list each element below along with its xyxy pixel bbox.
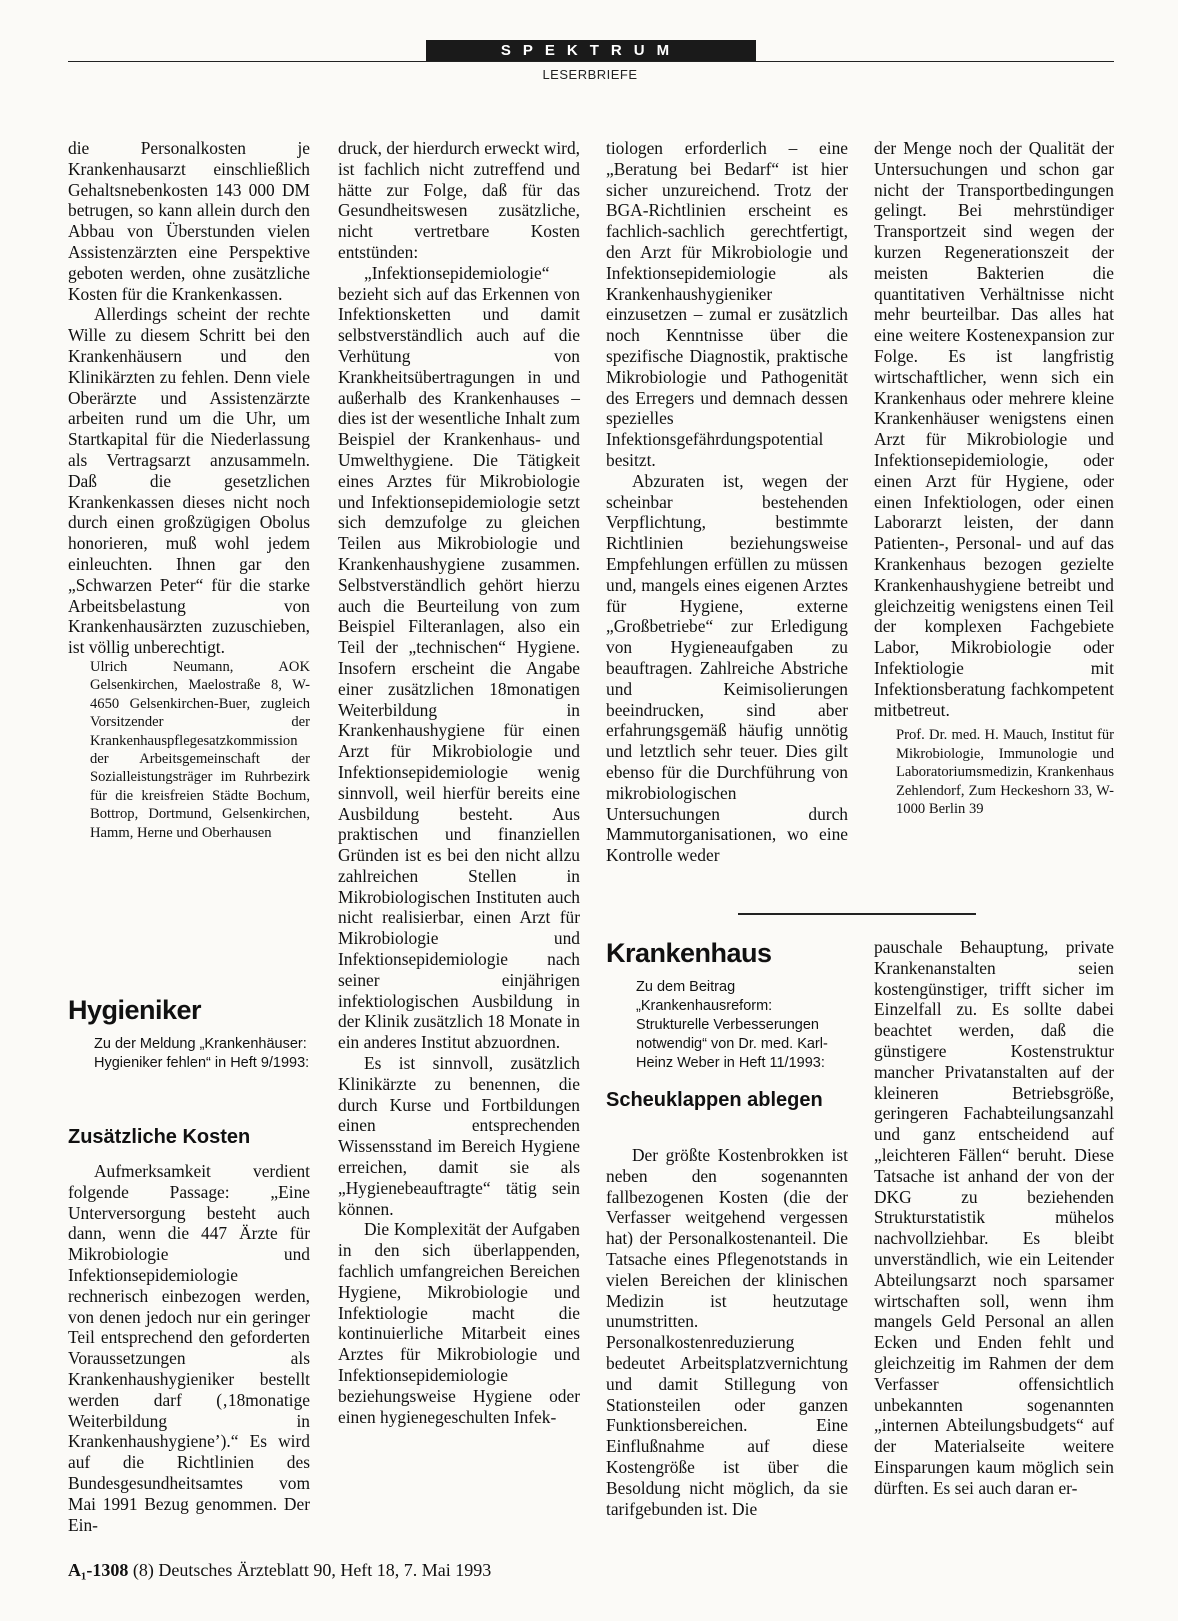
paragraph: die Personalkosten je Krankenhausarzt einschließlich Gehaltsnebenkosten 143 000 DM betrugen, so kann allein durch den Abbau von Überstunden vielen Assistenzärzten eine Perspektive geboten werden, ohne zusätzliche Kosten für die Krankenkassen. bbox=[68, 138, 310, 304]
article-reference: Zu dem Beitrag „Krankenhausreform: Strukturelle Verbesserungen notwendig“ von Dr. med. Karl-Heinz Weber in Heft 11/1993: bbox=[636, 979, 828, 1071]
column-4 bbox=[874, 138, 1114, 818]
paragraph: „Infektionsepidemiologie“ bezieht sich auf das Erkennen von Infektionsketten und damit selbstverständlich auch auf die Verhütung von Krankheitsübertragungen in und außerhalb des Krankenhauses – dies ist der wesentliche Inhalt zum Beispiel der Krankenhaus- und Umwelthygiene. Die Tätigkeit eines Arztes für Mikrobiologie und Infektionsepidemiologie setzt sich demzufolge zu gleichen Teilen aus Mikrobiologie und Krankenhaushygiene zusammen. Selbstverständlich gehört hierzu auch die Beurteilung von zum Beispiel Filteranlagen, also ein Teil der „technischen“ Hygiene. Insofern erscheint die Angabe einer zusätzlichen 18monatigen Weiterbildung in Krankenhaushygiene für einen Arzt für Mikrobiologie und Infektionsepidemiologie wenig sinnvoll, weil hierfür bereits eine Ausbildung besteht. Aus praktischen und finanziellen Gründen ist es bei den nicht allzu zahlreichen Stellen in Mikrobiologischen Instituten auch nicht realisierbar, einen Arzt für Mikrobiologie und Infektionsepidemiologie nach seiner einjährigen infektiologischen Ausbildung in der Klinik zusätzlich 18 Monate in ein anderes Institut abzuordnen. bbox=[338, 262, 580, 1053]
article-heading-hygieniker: Hygieniker bbox=[68, 995, 202, 1025]
letter-signature: Ulrich Neumann, AOK Gelsenkirchen, Maelostraße 8, W-4650 Gelsenkirchen-Buer, zugleich Vorsitzender der Krankenhauspflegesatzkommission der Arbeitsgemeinschaft der Sozialleistungsträger im Ruhrbezirk für die kreisfreien Städte Bochum, Bottrop, Dortmund, Gelsenkirchen, Hamm, Herne und Oberhausen bbox=[90, 658, 310, 841]
paragraph: Allerdings scheint der rechte Wille zu diesem Schritt bei den Krankenhäusern und den Klinikärzten zu fehlen. Denn viele Oberärzte und Assistenzärzte arbeiten rund um die Uhr, um Startkapital für die Niederlassung als Vertragsarzt anzusammeln. Daß die gesetzlichen Krankenkassen dieses nicht noch durch einen großzügigen Obolus honorieren, muß wohl jedem einleuchten. Ihnen gar den „Schwarzen Peter“ für die starke Arbeitsbelastung von Krankenhausärzten zuzuschieben, ist völlig unberechtigt. bbox=[68, 304, 310, 658]
article-heading-krankenhaus: Krankenhaus bbox=[606, 938, 772, 968]
column-3-lower bbox=[606, 1145, 848, 1519]
paragraph: Aufmerksamkeit verdient folgende Passage: „Eine Unterversorgung besteht auch dann, wenn die 447 Ärzte für Mikrobiologie und Infektionsepidemiologie rechnerisch einbezogen werden, von denen jedoch nur ein geringer Teil entsprechend den geforderten Voraussetzungen als Krankenhaushygieniker bestellt werden darf (‚18monatige Weiterbildung in Krankenhaushygiene’).“ Es wird auf die Richtlinien des Bundesgesundheitsamtes vom Mai 1991 Bezug genommen. Der Ein- bbox=[68, 1161, 310, 1535]
article-reference: Zu der Meldung „Krankenhäuser: Hygieniker fehlen“ in Heft 9/1993: bbox=[94, 1036, 310, 1071]
paragraph: druck, der hierdurch erweckt wird, ist fachlich nicht zutreffend und hätte zur Folge, daß für das Gesundheitswesen zusätzliche, nicht vertretbare Kosten entstünden: bbox=[338, 138, 580, 262]
paragraph: Der größte Kostenbrokken ist neben den sogenannten fallbezogenen Kosten (die der Verfasser weitgehend vergessen hat) der Personalkostenanteil. Die Tatsache eines Pflegenotstands in vielen Bereichen der klinischen Medizin ist heutzutage unumstritten. Personalkostenreduzierung bedeutet Arbeitsplatzvernichtung und damit Stillegung von Stationsteilen oder ganzen Funktionsbereichen. Eine Einflußnahme auf diese Kostengröße ist über die Besoldung nicht möglich, da sie tarifgebunden ist. Die bbox=[606, 1145, 848, 1519]
section-header: SPEKTRUM bbox=[426, 40, 756, 62]
page-number: A₁-1308 bbox=[68, 1560, 129, 1580]
journal-citation: (8) Deutsches Ärzteblatt 90, Heft 18, 7. Mai 1993 bbox=[132, 1560, 492, 1580]
paragraph: tiologen erforderlich – eine „Beratung bei Bedarf“ ist hier sicher unzureichend. Trotz der BGA-Richtlinien erscheint es fachlich-sachlich gerechtfertigt, den Arzt für Mikrobiologie und Infektionsepidemiologie als Krankenhaushygieniker einzusetzen – zumal er zusätzlich noch Kenntnisse über die spezifische Diagnostik, praktische Mikrobiologie und Pathogenität des Erregers und demnach dessen spezielles Infektionsgefährdungspotential besitzt. bbox=[606, 138, 848, 470]
letter-signature: Prof. Dr. med. H. Mauch, Institut für Mikrobiologie, Immunologie und Laboratoriumsmedizin, Krankenhaus Zehlendorf, Zum Heckeshorn 33, W-1000 Berlin 39 bbox=[896, 727, 1114, 817]
column-4-lower bbox=[874, 937, 1114, 1499]
letter-title: Scheuklappen ablegen bbox=[606, 1089, 823, 1111]
column-1 bbox=[68, 138, 310, 842]
letter-title: Zusätzliche Kosten bbox=[68, 1126, 251, 1148]
column-2 bbox=[338, 138, 580, 1427]
paragraph: der Menge noch der Qualität der Untersuchungen und schon gar nicht der Transportbedingungen gelingt. Bei mehrstündiger Transportzeit sind wegen der kurzen Regenerationszeit der meisten Bakterien die quantitativen Verhältnisse nicht mehr beurteilbar. Das alles hat eine weitere Kostenexpansion zur Folge. Es ist langfristig wirtschaftlicher, wenn sich ein Krankenhaus oder mehrere kleine Krankenhäuser wenigstens einen Arzt für Mikrobiologie und Infektionsepidemiologie, oder einen Arzt für Hygiene, oder einen Infektiologen, oder einen Laborarzt leisten, der dann Patienten-, Personal- und auf das Krankenhaus bezogen gezielte Krankenhaushygiene betreibt und gleichzeitig wenigstens einen Teil der komplexen Fachgebiete Labor, Mikrobiologie oder Infektiologie mit Infektionsberatung fachkompetent mitbetreut. bbox=[874, 138, 1114, 720]
column-3 bbox=[606, 138, 848, 866]
column-1-lower bbox=[68, 1161, 310, 1535]
header-rule bbox=[68, 61, 1114, 62]
paragraph: Es ist sinnvoll, zusätzlich Klinikärzte zu benennen, die durch Kurse und Fortbildungen einen entsprechenden Wissensstand im Bereich Hygiene erreichen, damit sie als „Hygienebeauftragte“ tätig sein können. bbox=[338, 1053, 580, 1219]
paragraph: Abzuraten ist, wegen der scheinbar bestehenden Verpflichtung, bestimmte Richtlinien beziehungsweise Empfehlungen erfüllen zu müssen und, mangels eines eigenen Arztes für Hygiene, externe „Großbetriebe“ zur Erledigung von Hygieneaufgaben zu beauftragen. Zahlreiche Abstriche und Keimisolierungen beeindrucken, sind aber erfahrungsgemäß häufig unnötig und letztlich sehr teuer. Dies gilt ebenso für die Durchführung von mikrobiologischen Untersuchungen durch Mammutorganisationen, wo eine Kontrolle weder bbox=[606, 470, 848, 866]
paragraph: Die Komplexität der Aufgaben in den sich überlappenden, fachlich umfangreichen Bereichen Hygiene, Mikrobiologie und Infektiologie macht die kontinuierliche Mitarbeit eines Arztes für Mikrobiologie und Infektionsepidemiologie beziehungsweise Hygiene oder einen hygienegeschulten Infek- bbox=[338, 1219, 580, 1427]
paragraph: pauschale Behauptung, private Krankenanstalten seien kostengünstiger, trifft sicher im Einzelfall zu. Es sollte dabei beachtet werden, daß die günstigere Kostenstruktur mancher Privatanstalten auf der kleineren Betriebsgröße, geringeren Fachabteilungsanzahl und ganz entscheidend auf „leichteren Fällen“ beruht. Diese Tatsache ist anhand der von der DKG zu beziehenden Strukturstatistik mühelos nachvollziehbar. Es bleibt unverständlich, wie ein Leitender Abteilungsarzt noch sparsamer wirtschaften soll, wenn ihm mangels Geld Personal an allen Ecken und Enden fehlt und gleichzeitig im Rahmen der dem Verfasser offensichtlich unbekannten sogenannten „internen Abteilungsbudgets“ auf der Materialseite weitere Einsparungen kaum möglich sein dürften. Es sei auch daran er- bbox=[874, 937, 1114, 1498]
subsection-label: LESERBRIEFE bbox=[542, 67, 638, 82]
article-divider bbox=[738, 913, 976, 915]
page-footer bbox=[68, 1560, 491, 1581]
